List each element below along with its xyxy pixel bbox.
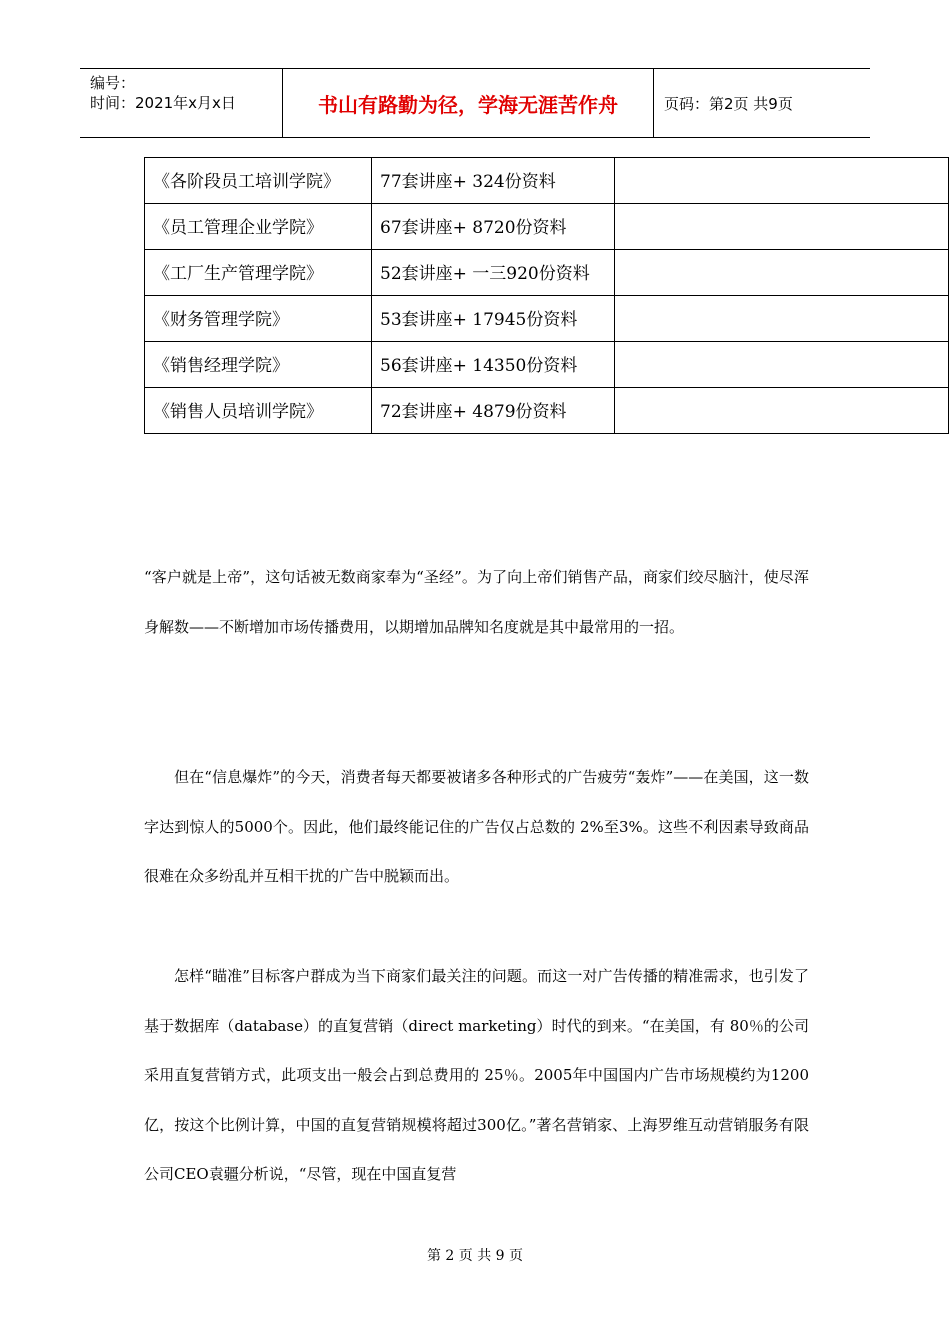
table-row [145, 204, 949, 250]
table-cell-content: 56套讲座+ 14350份资料 [372, 342, 615, 388]
body-paragraph-3: 怎样“瞄准”目标客户群成为当下商家们最关注的问题。而这一对广告传播的精准需求，也引发了基于数据库（database）的直复营销（direct marketing）时代的到来。“在美国，有 80％的公司采用直复营销方式，此项支出一般会占到总费用的 25％。2005年中国国内广告市场规模约为1200亿，按这个比例计算，中国的直复营销规模将超过300亿。”著名营销家、上海罗维互动营销服务有限公司CEO袁疆分析说，“尽管，现在中国直复营 [144, 967, 809, 1183]
table-cell-extra [615, 158, 949, 204]
time-label: 时间：2021年x月x日 [90, 94, 236, 112]
table-row [145, 342, 949, 388]
table-cell-content: 72套讲座+ 4879份资料 [372, 388, 615, 434]
table-row [145, 388, 949, 434]
resource-table [144, 157, 949, 434]
table-cell-name: 《销售人员培训学院》 [145, 388, 372, 434]
table-row [145, 158, 949, 204]
page-header [80, 68, 870, 138]
table-cell-extra [615, 296, 949, 342]
table-cell-content: 52套讲座+ 一三920份资料 [372, 250, 615, 296]
table-row [145, 250, 949, 296]
table-cell-extra [615, 250, 949, 296]
table-cell-extra [615, 342, 949, 388]
table-cell-name: 《各阶段员工培训学院》 [145, 158, 372, 204]
body-paragraph-2: 但在“信息爆炸”的今天，消费者每天都要被诸多各种形式的广告疲劳“轰炸”——在美国，这一数字达到惊人的5000个。因此，他们最终能记住的广告仅占总数的 2%至3%。这些不利因素导致商品很难在众多纷乱并互相干扰的广告中脱颖而出。 [144, 768, 809, 885]
page-footer: 第 2 页 共 9 页 [426, 1248, 524, 1264]
table-row [145, 296, 949, 342]
table-cell-extra [615, 204, 949, 250]
table-cell-extra [615, 388, 949, 434]
table-cell-content: 67套讲座+ 8720份资料 [372, 204, 615, 250]
header-meta [80, 69, 283, 137]
table-cell-content: 77套讲座+ 324份资料 [372, 158, 615, 204]
number-label: 编号： [90, 74, 136, 92]
page-indicator: 页码：第2页 共9页 [664, 95, 793, 113]
table-cell-name: 《销售经理学院》 [145, 342, 372, 388]
table-cell-name: 《财务管理学院》 [145, 296, 372, 342]
table-cell-name: 《员工管理企业学院》 [145, 204, 372, 250]
motto: 书山有路勤为径，学海无涯苦作舟 [283, 69, 654, 137]
body-paragraph-1: “客户就是上帝”，这句话被无数商家奉为“圣经”。为了向上帝们销售产品，商家们绞尽脑汁，使尽浑身解数——不断增加市场传播费用，以期增加品牌知名度就是其中最常用的一招。 [144, 568, 809, 636]
table-cell-name: 《工厂生产管理学院》 [145, 250, 372, 296]
table-cell-content: 53套讲座+ 17945份资料 [372, 296, 615, 342]
